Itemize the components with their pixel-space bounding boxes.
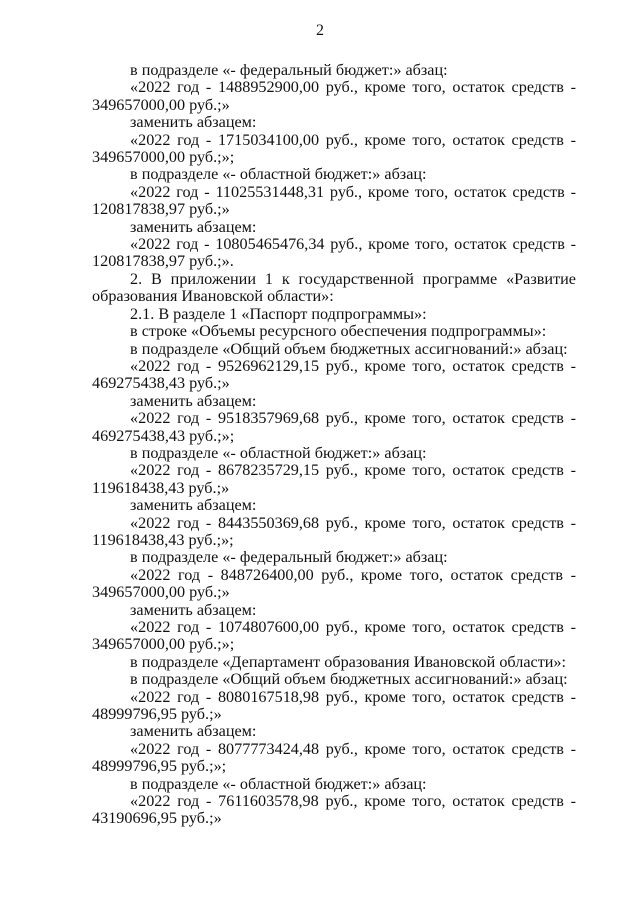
paragraph: «2022 год - 7611603578,98 руб., кроме того, остаток средств - 43190696,95 руб.;» bbox=[92, 792, 576, 828]
paragraph: в подразделе «Департамент образования Ивановской области»: bbox=[130, 652, 567, 671]
paragraph: «2022 год - 11025531448,31 руб., кроме того, остаток средств - 120817838,97 руб.;» bbox=[92, 182, 576, 219]
paragraph: в подразделе «- областной бюджет:» абзац: bbox=[130, 774, 427, 793]
paragraph: заменить абзацем: bbox=[130, 391, 257, 410]
paragraph: «2022 год - 10805465476,34 руб., кроме того, остаток средств - 120817838,97 руб.;». bbox=[92, 235, 576, 271]
paragraph: заменить абзацем: bbox=[130, 496, 257, 515]
paragraph: в подразделе «- федеральный бюджет:» абзац: bbox=[130, 548, 448, 567]
paragraph: «2022 год - 1715034100,00 руб., кроме того, остаток средств - 349657000,00 руб.;»; bbox=[92, 130, 576, 167]
paragraph: «2022 год - 1488952900,00 руб., кроме того, остаток средств - 349657000,00 руб.;» bbox=[92, 78, 576, 114]
paragraph: в подразделе «- областной бюджет:» абзац: bbox=[130, 443, 427, 462]
paragraph: «2022 год - 8678235729,15 руб., кроме того, остаток средств - 119618438,43 руб.;» bbox=[92, 461, 576, 497]
paragraph: заменить абзацем: bbox=[130, 600, 257, 619]
paragraph: «2022 год - 9518357969,68 руб., кроме того, остаток средств - 469275438,43 руб.;»; bbox=[92, 409, 576, 445]
paragraph: «2022 год - 8443550369,68 руб., кроме того, остаток средств - 119618438,43 руб.;»; bbox=[92, 513, 576, 549]
paragraph: в подразделе «Общий объем бюджетных ассигнований:» абзац: bbox=[130, 339, 568, 358]
paragraph: 2.1. В разделе 1 «Паспорт подпрограммы»: bbox=[130, 304, 427, 323]
paragraph: «2022 год - 8080167518,98 руб., кроме того, остаток средств - 48999796,95 руб.;» bbox=[92, 687, 576, 724]
paragraph: заменить абзацем: bbox=[130, 722, 257, 741]
page-number: 2 bbox=[316, 22, 324, 39]
paragraph: «2022 год - 9526962129,15 руб., кроме того, остаток средств - 469275438,43 руб.;» bbox=[92, 356, 576, 393]
paragraph: 2. В приложении 1 к государственной программе «Развитие образования Ивановской области»: bbox=[92, 269, 576, 306]
paragraph: заменить абзацем: bbox=[130, 113, 257, 132]
paragraph: «2022 год - 8077773424,48 руб., кроме того, остаток средств - 48999796,95 руб.;»; bbox=[92, 739, 576, 776]
paragraph: в подразделе «- областной бюджет:» абзац: bbox=[130, 165, 427, 184]
paragraph: «2022 год - 1074807600,00 руб., кроме того, остаток средств - 349657000,00 руб.;»; bbox=[92, 618, 576, 654]
paragraph: в подразделе «Общий объем бюджетных ассигнований:» абзац: bbox=[130, 670, 568, 689]
paragraph: «2022 год - 848726400,00 руб., кроме того, остаток средств - 349657000,00 руб.;» bbox=[92, 565, 576, 602]
paragraph: в подразделе «- федеральный бюджет:» абзац: bbox=[130, 61, 448, 79]
paragraph: заменить абзацем: bbox=[130, 217, 257, 236]
paragraph: в строке «Объемы ресурсного обеспечения подпрограммы»: bbox=[130, 322, 547, 341]
document-body bbox=[92, 62, 576, 828]
